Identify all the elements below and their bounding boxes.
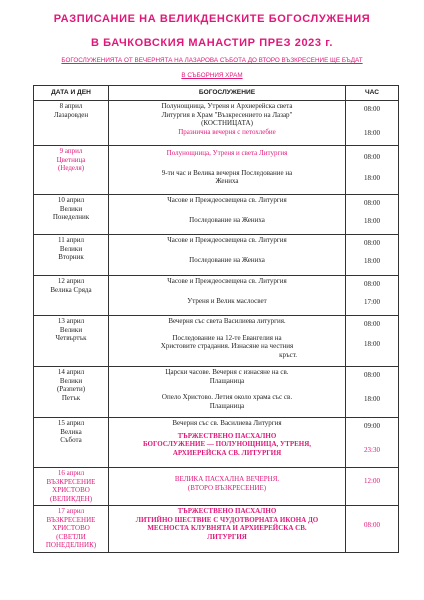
service-line: Последование на 12-те Евангелия на bbox=[172, 333, 282, 342]
service-line: Утреня и Велик маслосвет bbox=[187, 296, 267, 305]
day-cell bbox=[34, 316, 109, 367]
time-value: 12:00 bbox=[364, 477, 380, 485]
day-line: ХРИСТОВО bbox=[52, 486, 90, 495]
service-line: ЛИТУРГИЯ bbox=[207, 532, 247, 541]
day-line: Велика bbox=[60, 427, 82, 436]
day-line: Велики bbox=[59, 244, 83, 253]
time-value: 08:00 bbox=[364, 280, 380, 288]
day-line: Събота bbox=[60, 436, 82, 445]
service-line: Последование на Жениха bbox=[189, 255, 265, 264]
time-value: 18:00 bbox=[364, 394, 380, 403]
service-line: (ВТОРО ВЪЗКРЕСЕНИЕ) bbox=[187, 483, 267, 492]
service-cell bbox=[109, 506, 346, 553]
day-cell bbox=[34, 468, 109, 506]
service-line: ТЪРЖЕСТВЕНО ПАСХАЛНО bbox=[177, 507, 277, 515]
time-value: 08:00 bbox=[364, 521, 380, 529]
table-row bbox=[34, 276, 399, 316]
service-cell bbox=[109, 367, 346, 418]
schedule-table bbox=[33, 85, 399, 553]
table-row bbox=[34, 146, 399, 195]
table-row bbox=[34, 235, 399, 276]
service-line: 9-ти час и Велика вечерня Последование на bbox=[161, 168, 293, 177]
day-line: 15 април bbox=[57, 419, 85, 427]
column-header-service: БОГОСЛУЖЕНИЕ bbox=[109, 86, 346, 101]
service-cell bbox=[109, 101, 346, 146]
time-value: 18:00 bbox=[364, 128, 380, 137]
time-cell bbox=[346, 506, 399, 553]
table-row bbox=[34, 468, 399, 506]
table-row bbox=[34, 506, 399, 553]
service-line: Последование на Жениха bbox=[189, 215, 265, 224]
time-cell bbox=[346, 367, 399, 418]
page-title-line-2: В БАЧКОВСКИЯ МАНАСТИР ПРЕЗ 2023 г. bbox=[90, 37, 334, 49]
service-cell bbox=[109, 468, 346, 506]
service-cell bbox=[109, 276, 346, 316]
service-line: Часове и Преждеосвещена св. Литургия bbox=[167, 236, 287, 244]
time-value: 08:00 bbox=[364, 239, 380, 247]
service-line: Празнична вечерня с петохлебие bbox=[178, 127, 276, 136]
service-line: ТЪРЖЕСТВЕНО ПАСХАЛНО bbox=[177, 431, 277, 440]
day-line: ВЪЗКРЕСЕНИЕ bbox=[46, 477, 96, 486]
service-line: Плащаница bbox=[209, 376, 245, 385]
day-line: 17 април bbox=[57, 507, 85, 515]
day-line: Велики bbox=[59, 325, 83, 334]
note-line-1: БОГОСЛУЖЕНИЯТА ОТ ВЕЧЕРНЯТА НА ЛАЗАРОВА СЪБОТА ДО ВТОРО ВЪЗКРЕСЕНИЕ ЩЕ БЪДАТ bbox=[61, 57, 363, 64]
day-line: Лазаровден bbox=[53, 110, 89, 119]
day-line: ХРИСТОВО bbox=[52, 524, 90, 533]
time-value: 18:00 bbox=[364, 256, 380, 265]
time-value: 08:00 bbox=[364, 105, 380, 113]
day-line: Петък bbox=[61, 393, 81, 402]
time-cell bbox=[346, 418, 399, 468]
day-line: 9 април bbox=[59, 147, 83, 155]
day-line: 12 април bbox=[57, 277, 85, 285]
day-line: 14 април bbox=[57, 368, 85, 376]
service-line: Литургия в Храм "Възкресението на Лазар" bbox=[161, 110, 293, 119]
time-value: 18:00 bbox=[364, 173, 380, 182]
day-line: 10 април bbox=[57, 196, 85, 204]
time-cell bbox=[346, 101, 399, 146]
service-line: Часове и Преждеосвещена св. Литургия bbox=[167, 196, 287, 204]
day-cell bbox=[34, 235, 109, 276]
service-line: ЛИТИЙНО ШЕСТВИЕ С ЧУДОТВОРНАТА ИКОНА ДО bbox=[135, 515, 319, 524]
service-line: Полунощница, Утреня и света Литургия bbox=[166, 149, 288, 157]
service-line: Христовите страдания. Изнасяне на честния bbox=[160, 342, 294, 351]
column-header-date: ДАТА И ДЕН bbox=[34, 86, 109, 101]
service-line: (КОСТНИЦАТА) bbox=[201, 119, 253, 128]
day-cell bbox=[34, 367, 109, 418]
service-line: Вечерня със св. Василиева Литургия bbox=[172, 419, 282, 427]
day-line: Цветница bbox=[56, 155, 86, 164]
service-line: Жениха bbox=[215, 177, 239, 186]
service-line: ВЕЛИКА ПАСХАЛНА ВЕЧЕРНЯ. bbox=[174, 475, 280, 483]
service-line: АРХИЕРЕЙСКА СВ. ЛИТУРГИЯ bbox=[172, 448, 282, 457]
service-cell bbox=[109, 146, 346, 195]
service-line: МЕСНОСТА КЛУВНЯТА И АРХИЕРЕЙСКА СВ. bbox=[147, 524, 307, 533]
service-line: Полунощница, Утреня и Архиерейска света bbox=[161, 102, 293, 110]
page-title-line-1: РАЗПИСАНИЕ НА ВЕЛИКДЕНСКИТЕ БОГОСЛУЖЕНИЯ bbox=[53, 13, 371, 25]
note-line-2: В СЪБОРНИЯ ХРАМ bbox=[181, 72, 243, 79]
time-value: 09:00 bbox=[364, 422, 380, 430]
day-line: (Разпети) bbox=[56, 385, 86, 394]
service-line: Царски часове. Вечерня с изнасяне на св. bbox=[165, 368, 289, 376]
service-line: Плащаница bbox=[209, 401, 245, 410]
time-value: 08:00 bbox=[364, 320, 380, 328]
day-line: Велика Сряда bbox=[50, 285, 92, 294]
table-row bbox=[34, 418, 399, 468]
time-value: 08:00 bbox=[364, 199, 380, 207]
time-cell bbox=[346, 195, 399, 235]
day-line: (Неделя) bbox=[57, 164, 85, 173]
table-row bbox=[34, 195, 399, 235]
day-line: (СВЕТЛИ bbox=[56, 532, 86, 541]
day-line: Велики bbox=[59, 204, 83, 213]
service-line: БОГОСЛУЖЕНИЕ — ПОЛУНОЩНИЦА, УТРЕНЯ, bbox=[142, 440, 312, 449]
day-line: Четвъртък bbox=[55, 334, 87, 343]
service-line: Часове и Преждеосвещена св. Литургия bbox=[167, 277, 287, 285]
service-line: Опело Христово. Летия около храма със св. bbox=[161, 393, 293, 402]
day-cell bbox=[34, 146, 109, 195]
time-value: 18:00 bbox=[364, 216, 380, 225]
time-value: 18:00 bbox=[364, 339, 380, 348]
table-header-row bbox=[34, 86, 399, 101]
day-line: ПОНЕДЕЛНИК) bbox=[45, 541, 97, 550]
table-row bbox=[34, 367, 399, 418]
day-cell bbox=[34, 195, 109, 235]
service-line: кръст. bbox=[279, 350, 297, 359]
day-line: Понеделник bbox=[52, 213, 90, 222]
day-line: Вторник bbox=[58, 253, 84, 262]
time-cell bbox=[346, 146, 399, 195]
time-cell bbox=[346, 316, 399, 367]
time-cell bbox=[346, 235, 399, 276]
service-cell bbox=[109, 235, 346, 276]
column-header-time: ЧАС bbox=[346, 86, 399, 101]
time-cell bbox=[346, 276, 399, 316]
time-cell bbox=[346, 468, 399, 506]
service-line: Вечерня със света Василиева литургия. bbox=[168, 317, 286, 325]
time-value: 08:00 bbox=[364, 371, 380, 379]
day-cell bbox=[34, 276, 109, 316]
service-cell bbox=[109, 316, 346, 367]
day-cell bbox=[34, 101, 109, 146]
table-row bbox=[34, 316, 399, 367]
time-value: 17:00 bbox=[364, 297, 380, 306]
service-cell bbox=[109, 195, 346, 235]
day-cell bbox=[34, 506, 109, 553]
day-line: 13 април bbox=[57, 317, 85, 325]
service-cell bbox=[109, 418, 346, 468]
table-row bbox=[34, 101, 399, 146]
time-value: 08:00 bbox=[364, 153, 380, 161]
day-line: (ВЕЛИКДЕН) bbox=[49, 494, 93, 503]
day-line: 8 април bbox=[59, 102, 83, 110]
time-value: 23:30 bbox=[364, 445, 380, 454]
day-line: 16 април bbox=[57, 469, 85, 477]
day-line: 11 април bbox=[58, 236, 84, 244]
day-line: ВЪЗКРЕСЕНИЕ bbox=[46, 515, 96, 524]
day-cell bbox=[34, 418, 109, 468]
day-line: Велики bbox=[59, 376, 83, 385]
